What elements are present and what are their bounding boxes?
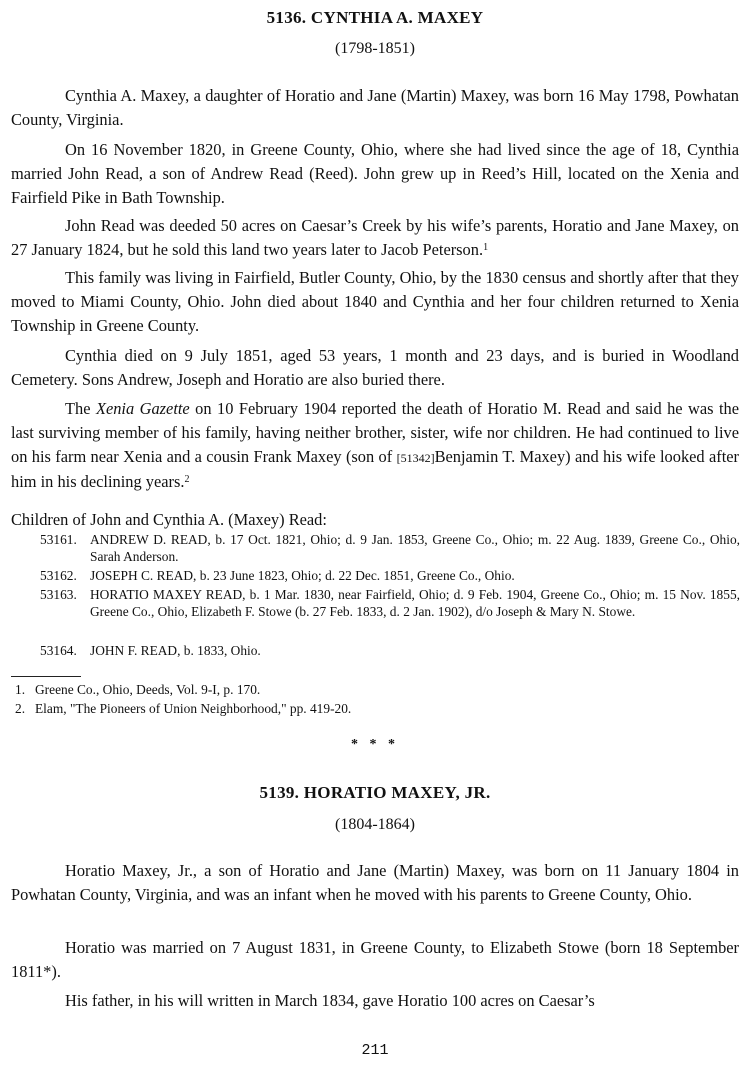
footnote-text: Greene Co., Ohio, Deeds, Vol. 9-I, p. 170. [35,682,261,697]
child-number: 53162. [40,568,77,583]
paragraph-text: His father, in his will written in March 1834, gave Horatio 100 acres on Caesar’s [65,991,595,1010]
paragraph-horatio-will [11,989,739,1013]
footnote-ref: 2 [184,474,190,485]
paragraph-text: John Read was deeded 50 acres on Caesar’s Creek by his wife’s parents, Horatio and Jane Maxey, on 27 January 1824, but he sold this land two years later to Jacob Peterson. [11,216,739,259]
paragraph-deed [11,214,739,262]
footnote-ref: 1 [483,242,489,253]
section-title-horatio: 5139. HORATIO MAXEY, JR. [259,783,491,802]
paragraph-text: Cynthia A. Maxey, a daughter of Horatio and Jane (Martin) Maxey, was born 16 May 1798, Powhatan County, Virginia. [11,86,739,129]
child-text: JOSEPH C. READ, b. 23 June 1823, Ohio; d. 22 Dec. 1851, Greene Co., Ohio. [90,568,515,583]
footnote-number: 1. [15,682,26,697]
child-number: 53164. [40,643,77,658]
footnote-text: Elam, "The Pioneers of Union Neighborhood," pp. 419-20. [35,701,352,716]
paragraph-marriage [11,138,739,210]
child-entry [40,531,740,566]
footnote [15,681,260,698]
paragraph-horatio-marriage [11,936,739,984]
paragraph-text: On 16 November 1820, in Greene County, Ohio, where she had lived since the age of 18, Cynthia married John Read, a son of Andrew Read (Reed). John grew up in Reed’s Hill, located on the Xenia and Fairfield Pike in Bath Township. [11,140,739,207]
paragraph-census [11,266,739,338]
footnote [15,700,351,717]
child-text: ANDREW D. READ, b. 17 Oct. 1821, Ohio; d. 9 Jan. 1853, Greene Co., Ohio; m. 22 Aug. 1839, Greene Co., Ohio, Sarah Anderson. [90,532,740,565]
child-text: JOHN F. READ, b. 1833, Ohio. [90,643,261,658]
children-heading: Children of John and Cynthia A. (Maxey) Read: [11,510,327,529]
paragraph-gazette [11,397,739,494]
child-text: HORATIO MAXEY READ, b. 1 Mar. 1830, near Fairfield, Ohio; d. 9 Feb. 1904, Greene Co., Ohio; m. 15 Nov. 1855, Greene Co., Ohio, Elizabeth F. Stowe (b. 27 Feb. 1833, d. 2 Jan. 1902), d/o Joseph & Mary N. Stowe. [90,587,740,620]
footnote-divider [11,676,81,677]
section-dates-cynthia: (1798-1851) [335,40,415,57]
paragraph-death [11,344,739,392]
cross-reference: [51342] [396,451,435,465]
paragraph-text: Cynthia died on 9 July 1851, aged 53 years, 1 month and 23 days, and is buried in Woodland Cemetery. Sons Andrew, Joseph and Horatio are also buried there. [11,346,739,389]
section-dates-horatio: (1804-1864) [335,816,415,833]
paragraph-text: Horatio was married on 7 August 1831, in Greene County, to Elizabeth Stowe (born 18 September 1811*). [11,938,739,981]
page-number: 211 [361,1042,389,1059]
footnote-number: 2. [15,701,26,716]
paragraph-text: This family was living in Fairfield, Butler County, Ohio, by the 1830 census and shortly after that they moved to Miami County, Ohio. John died about 1840 and Cynthia and her four children returned to Xenia Township in Greene County. [11,268,739,335]
paragraph-text: Horatio Maxey, Jr., a son of Horatio and Jane (Martin) Maxey, was born on 11 January 1804 in Powhatan County, Virginia, and was an infant when he moved with his parents to Greene County, Ohio. [11,861,739,904]
newspaper-title: Xenia Gazette [95,399,190,418]
paragraph-text: The [65,399,96,418]
paragraph-text: on 10 February 1904 reported the death of Horatio M. Read and said he was the last surviving member of his family, having neither brother, sister, wife nor children. He had continued to live on his farm near Xenia and a cousin Frank Maxey (son of [11,399,739,466]
child-entry [40,567,740,584]
paragraph-text: Benjamin T. Maxey) and his wife looked after him in his declining years. [11,447,739,491]
child-number: 53163. [40,587,77,602]
paragraph-birth [11,84,739,132]
section-separator: * * * [351,737,399,752]
child-entry [40,586,740,621]
paragraph-horatio-birth [11,859,739,907]
child-number: 53161. [40,532,77,547]
section-title-cynthia: 5136. CYNTHIA A. MAXEY [266,8,484,27]
child-entry [40,642,740,659]
